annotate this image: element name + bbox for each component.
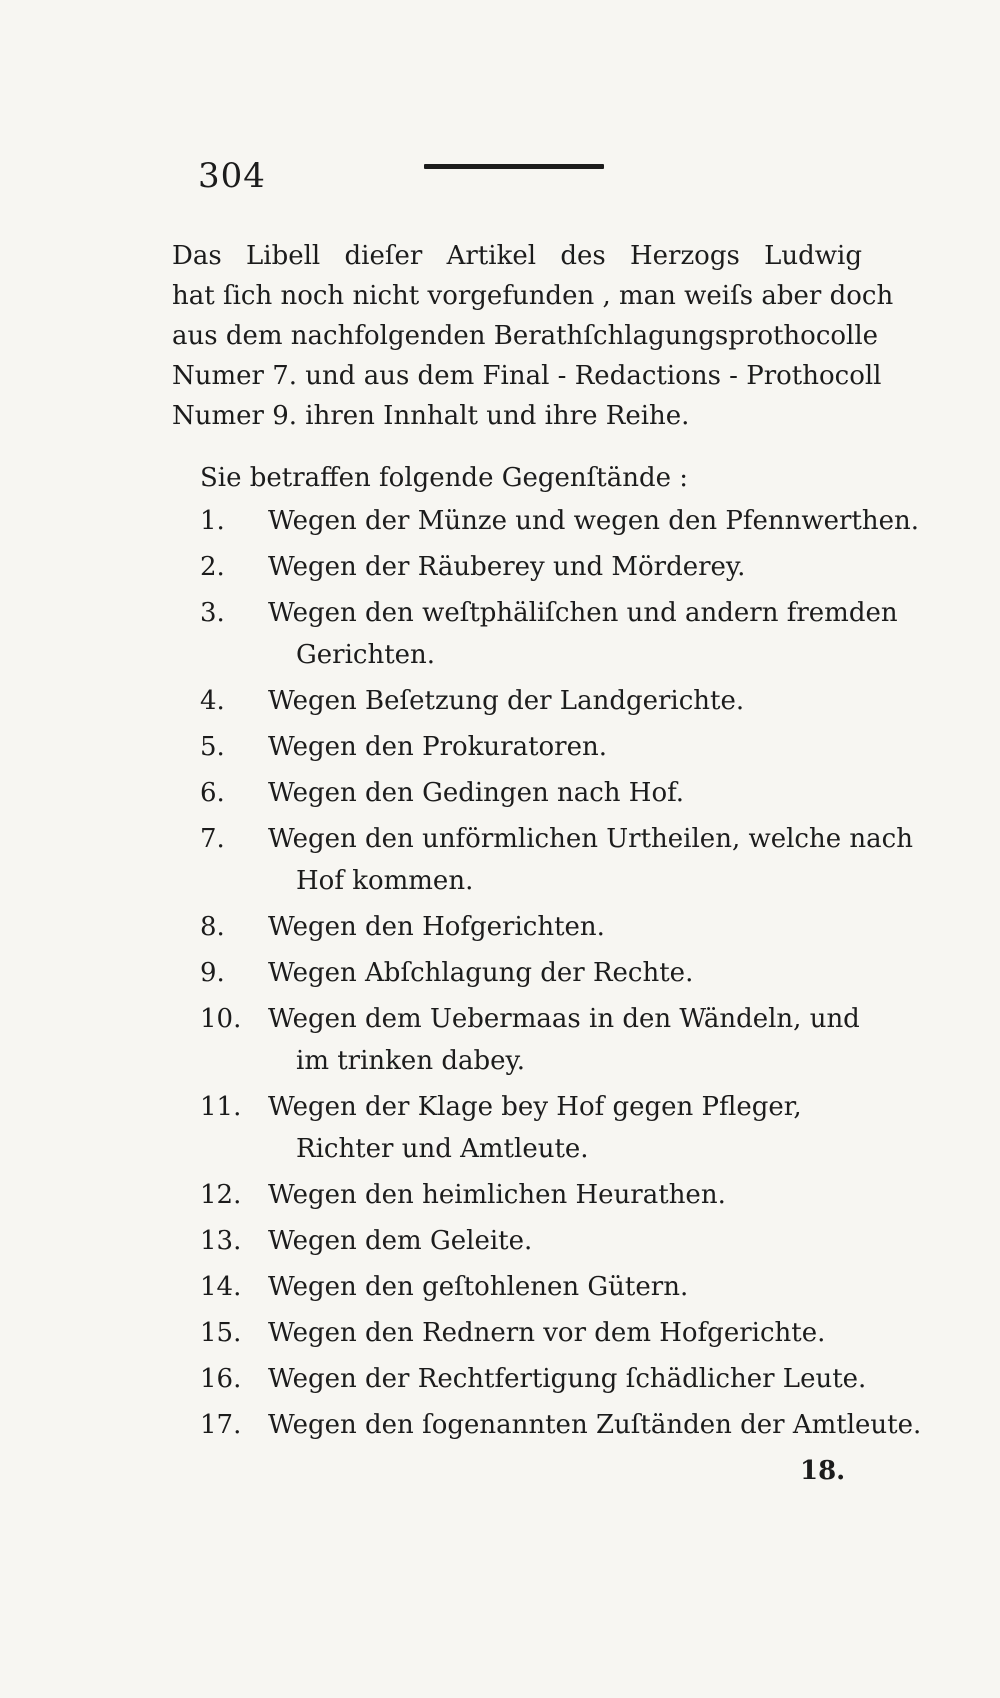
item-text [268, 546, 862, 588]
article-list [200, 500, 922, 1450]
list-item [200, 906, 862, 948]
item-text-line: Wegen Beſetzung der Landgerichte. [268, 686, 745, 716]
list-item [200, 1220, 862, 1262]
item-number: 10. [200, 1004, 242, 1034]
item-text [268, 772, 862, 814]
list-item [200, 818, 913, 902]
item-number: 7. [200, 824, 225, 854]
list-item [200, 1312, 862, 1354]
item-number: 8. [200, 912, 225, 942]
item-text-line: im trinken dabey. [296, 1046, 525, 1076]
item-text [268, 818, 913, 902]
item-text [268, 592, 898, 676]
item-number: 6. [200, 778, 225, 808]
item-text-line: Wegen den heimlichen Heurathen. [268, 1180, 726, 1210]
item-number: 9. [200, 958, 225, 988]
item-text-line: Wegen der Rechtfertigung ſchädlicher Leute. [268, 1364, 867, 1394]
item-number: 2. [200, 552, 225, 582]
item-text [268, 952, 862, 994]
item-number: 15. [200, 1318, 242, 1348]
item-text-line: Wegen der Münze und wegen den Pfennwerthen. [268, 506, 919, 536]
item-number: 17. [200, 1410, 242, 1440]
list-item [200, 1174, 862, 1216]
item-text [268, 906, 862, 948]
list-intro: Sie betraffen folgende Gegenſtände : [200, 463, 689, 493]
item-number: 13. [200, 1226, 242, 1256]
item-text-line: Gerichten. [296, 640, 436, 670]
item-text-line: Wegen den ſogenannten Zuſtänden der Amtleute. [268, 1410, 922, 1440]
item-text-line: Wegen den unförmlichen Urtheilen, welche nach [268, 824, 913, 854]
item-text [268, 1174, 862, 1216]
item-text [268, 1086, 862, 1170]
item-text [268, 500, 919, 542]
item-number: 14. [200, 1272, 242, 1302]
page-number: 304 [198, 156, 266, 196]
paragraph-line: Numer 7. und aus dem Final - Redactions - Prothocoll [172, 361, 882, 391]
item-text-line: Wegen den Gedingen nach Hof. [268, 778, 685, 808]
paragraph-line: Numer 9. ihren Innhalt und ihre Reihe. [172, 401, 690, 431]
item-number: 16. [200, 1364, 242, 1394]
list-item [200, 998, 862, 1082]
paragraph-line: hat ſich noch nicht vorgefunden , man weiſs aber doch [172, 281, 894, 311]
paragraph-line: Das Libell dieſer Artikel des Herzogs Ludwig [172, 241, 862, 271]
list-item [200, 680, 862, 722]
item-text [268, 998, 862, 1082]
paragraph-line: aus dem nachfolgenden Berathſchlagungsprothocolle [172, 321, 879, 351]
item-number: 1. [200, 506, 225, 536]
list-item [200, 1086, 862, 1170]
item-text-line: Wegen den Rednern vor dem Hofgerichte. [268, 1318, 826, 1348]
item-text [268, 1358, 866, 1400]
item-number: 12. [200, 1180, 242, 1210]
intro-paragraph [172, 236, 894, 436]
item-text-line: Wegen Abſchlagung der Rechte. [268, 958, 694, 988]
item-text-line: Wegen dem Uebermaas in den Wändeln, und [268, 1004, 860, 1034]
item-text-line: Wegen den geſtohlenen Gütern. [268, 1272, 689, 1302]
list-item [200, 772, 862, 814]
item-text [268, 1220, 862, 1262]
item-text [268, 1404, 921, 1446]
item-number: 11. [200, 1092, 242, 1122]
item-number: 4. [200, 686, 225, 716]
item-text-line: Wegen den Hofgerichten. [268, 912, 605, 942]
item-text-line: Wegen dem Geleite. [268, 1226, 533, 1256]
item-text-line: Hof kommen. [296, 866, 474, 896]
list-item [200, 500, 919, 542]
item-text [268, 680, 862, 722]
list-item [200, 726, 862, 768]
list-item [200, 1358, 867, 1400]
item-text [268, 1266, 862, 1308]
list-item [200, 592, 898, 676]
item-text-line: Wegen den weſtphäliſchen und andern fremden [268, 598, 898, 628]
list-item [200, 1266, 862, 1308]
item-text [268, 726, 862, 768]
item-text-line: Wegen der Klage bey Hof gegen Pfleger, [268, 1092, 802, 1122]
list-item [200, 1404, 922, 1446]
header-rule [424, 164, 604, 169]
catchword: 18. [800, 1456, 846, 1486]
item-number: 3. [200, 598, 225, 628]
item-text-line: Richter und Amtleute. [296, 1134, 589, 1164]
item-text-line: Wegen den Prokuratoren. [268, 732, 608, 762]
list-item [200, 952, 862, 994]
list-item [200, 546, 862, 588]
item-text [268, 1312, 862, 1354]
item-text-line: Wegen der Räuberey und Mörderey. [268, 552, 746, 582]
item-number: 5. [200, 732, 225, 762]
